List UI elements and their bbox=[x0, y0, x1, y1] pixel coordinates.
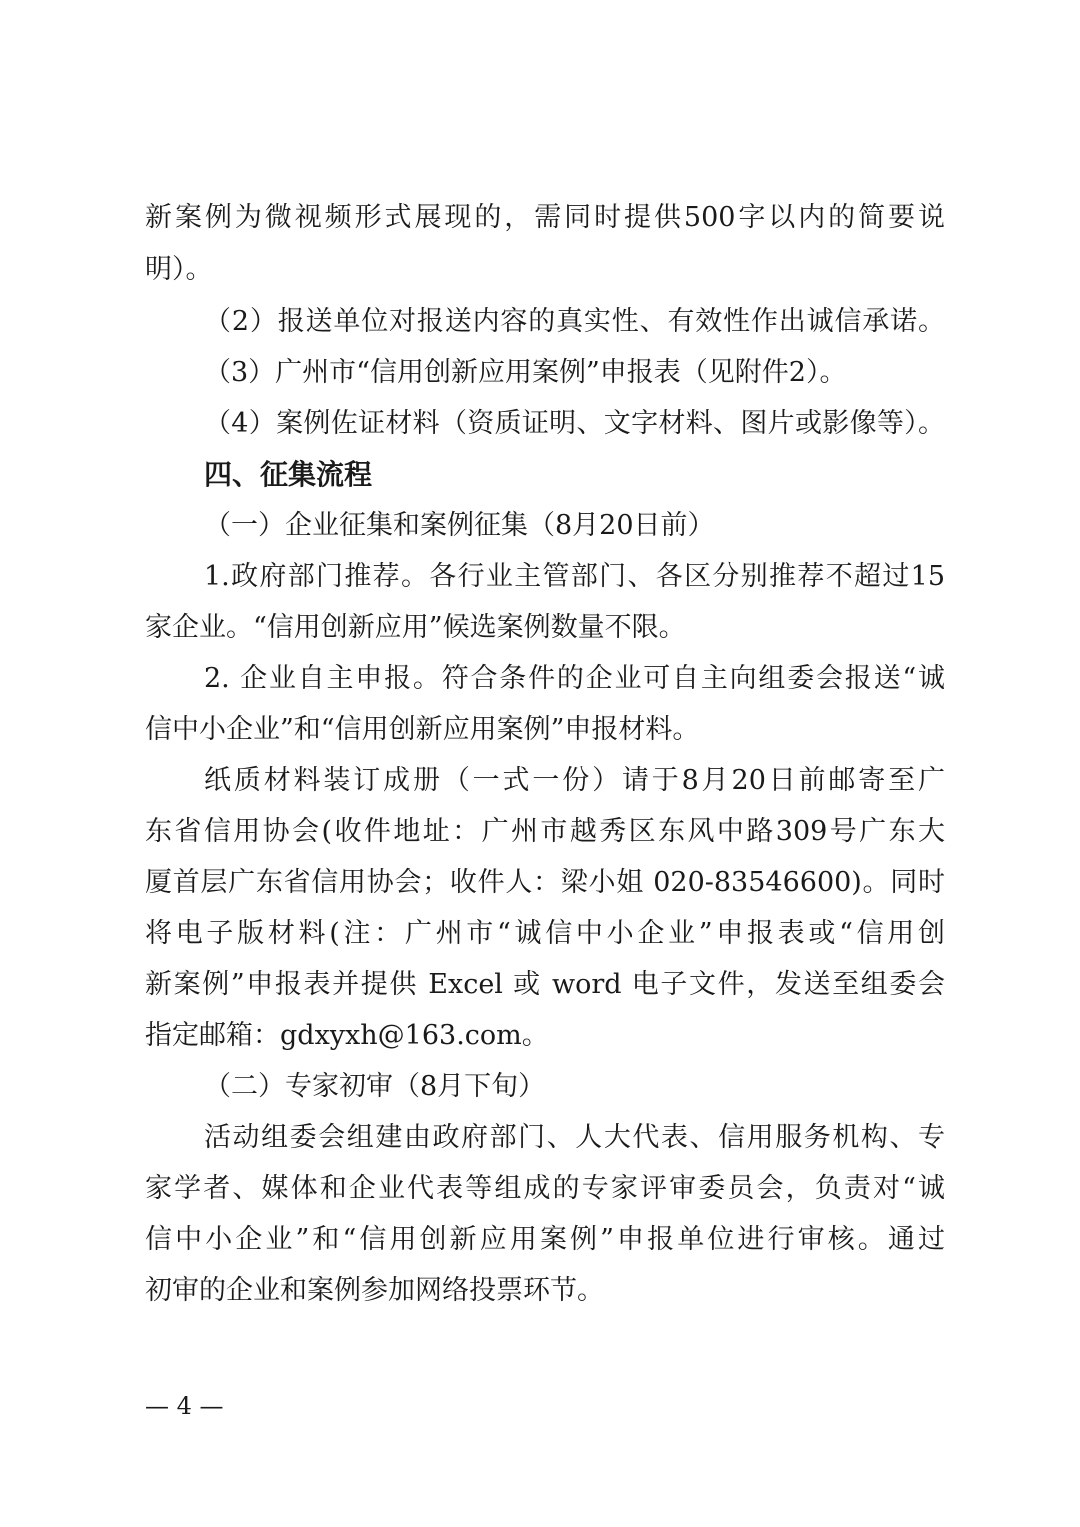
paragraph-line: 2. 企业自主申报。符合条件的企业可自主向组委会报送“诚 bbox=[204, 663, 945, 694]
paragraph-line: 家企业。“信用创新应用”候选案例数量不限。 bbox=[145, 612, 686, 643]
subsection-heading: （二）专家初审（8月下旬） bbox=[204, 1071, 546, 1102]
paragraph-line: 信中小企业”和“信用创新应用案例”申报材料。 bbox=[145, 714, 700, 745]
subsection-heading: （一）企业征集和案例征集（8月20日前） bbox=[204, 510, 715, 541]
page-number: — 4 — bbox=[145, 1392, 224, 1420]
paragraph-line: 新案例为微视频形式展现的，需同时提供500字以内的简要说 bbox=[145, 202, 945, 233]
list-item-2: （2）报送单位对报送内容的真实性、有效性作出诚信承诺。 bbox=[204, 306, 945, 337]
paragraph-line: 明）。 bbox=[145, 254, 213, 285]
paragraph-line: 将电子版材料(注：广州市“诚信中小企业”申报表或“信用创 bbox=[145, 918, 945, 949]
paragraph-line: 信中小企业”和“信用创新应用案例”申报单位进行审核。通过 bbox=[145, 1224, 945, 1255]
paragraph-line: 初审的企业和案例参加网络投票环节。 bbox=[145, 1275, 604, 1306]
paragraph-line: 厦首层广东省信用协会；收件人：梁小姐 020-83546600)。同时 bbox=[145, 867, 945, 898]
section-heading: 四、征集流程 bbox=[204, 458, 373, 491]
paragraph-line: 纸质材料装订成册（一式一份）请于8月20日前邮寄至广 bbox=[204, 765, 945, 796]
paragraph-line: 家学者、媒体和企业代表等组成的专家评审委员会，负责对“诚 bbox=[145, 1173, 945, 1204]
paragraph-line: 东省信用协会(收件地址：广州市越秀区东风中路309号广东大 bbox=[145, 816, 945, 847]
paragraph-line: 新案例”申报表并提供 Excel 或 word 电子文件，发送至组委会 bbox=[145, 969, 945, 1000]
paragraph-line: 活动组委会组建由政府部门、人大代表、信用服务机构、专 bbox=[204, 1122, 945, 1153]
list-item-4: （4）案例佐证材料（资质证明、文字材料、图片或影像等）。 bbox=[204, 408, 945, 439]
list-item-3: （3）广州市“信用创新应用案例”申报表（见附件2）。 bbox=[204, 357, 847, 388]
paragraph-line: 1.政府部门推荐。各行业主管部门、各区分别推荐不超过15 bbox=[204, 561, 945, 592]
paragraph-line: 指定邮箱：gdxyxh@163.com。 bbox=[145, 1020, 549, 1051]
